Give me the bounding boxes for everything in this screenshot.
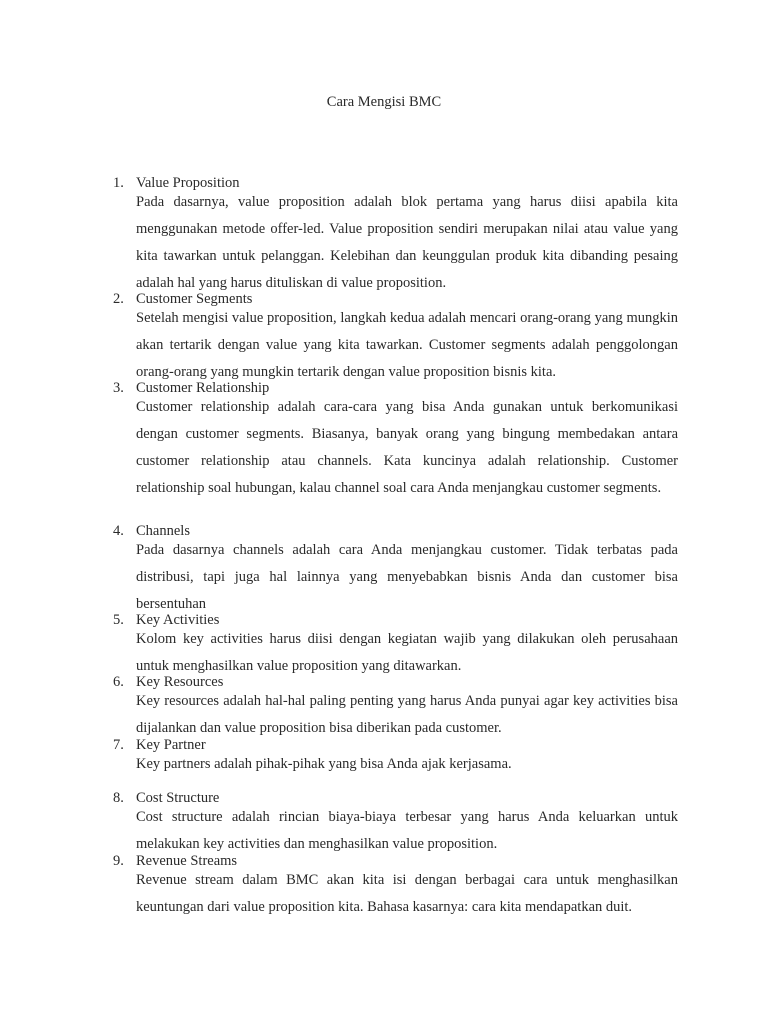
item-number: 9. [113, 853, 124, 869]
item-number: 3. [113, 380, 124, 396]
item-heading: Value Proposition [136, 175, 240, 191]
item-number: 4. [113, 523, 124, 539]
item-number: 1. [113, 175, 124, 191]
item-heading: Revenue Streams [136, 853, 238, 869]
item-text: Key resources adalah hal-hal paling penting yang harus Anda punyai agar key activities bisa dijalankan dan value proposition bisa diberikan pada customer. [136, 693, 678, 736]
item-heading: Key Resources [136, 674, 224, 690]
item-heading: Channels [136, 523, 190, 539]
item-text: Revenue stream dalam BMC akan kita isi dengan berbagai cara untuk menghasilkan keuntungan dari value proposition kita. Bahasa kasarnya: cara kita mendapatkan duit. [136, 872, 678, 915]
item-number: 2. [113, 291, 124, 307]
item-text: Pada dasarnya channels adalah cara Anda menjangkau customer. Tidak terbatas pada distribusi, tapi juga hal lainnya yang menyebabkan bisnis Anda dan customer bisa bersentuhan [136, 542, 678, 612]
item-heading: Key Partner [136, 737, 206, 753]
item-number: 5. [113, 612, 124, 628]
item-text: Kolom key activities harus diisi dengan kegiatan wajib yang dilakukan oleh perusahaan untuk menghasilkan value proposition yang ditawarkan. [136, 631, 678, 674]
item-text: Customer relationship adalah cara-cara yang bisa Anda gunakan untuk berkomunikasi dengan customer segments. Biasanya, banyak orang yang bingung membedakan antara customer relationship atau channels. Kata kuncinya adalah relationship. Customer relationship soal hubungan, kalau channel soal cara Anda menjangkau customer segments. [136, 399, 678, 496]
item-heading: Customer Segments [136, 291, 253, 307]
item-heading: Key Activities [136, 612, 220, 628]
item-number: 7. [113, 737, 124, 753]
item-number: 8. [113, 790, 124, 806]
item-text: Key partners adalah pihak-pihak yang bisa Anda ajak kerjasama. [136, 756, 512, 772]
item-heading: Cost Structure [136, 790, 220, 806]
item-text: Pada dasarnya, value proposition adalah blok pertama yang harus diisi apabila kita menggunakan metode offer-led. Value proposition sendiri merupakan nilai atau value yang kita tawarkan untuk pelanggan. Kelebihan dan keunggulan produk kita dibanding pesaing adalah hal yang harus dituliskan di value proposition. [136, 194, 678, 291]
document-title: Cara Mengisi BMC [326, 94, 442, 110]
item-text: Cost structure adalah rincian biaya-biaya terbesar yang harus Anda keluarkan untuk melakukan key activities dan menghasilkan value proposition. [136, 809, 678, 852]
item-number: 6. [113, 674, 124, 690]
item-heading: Customer Relationship [136, 380, 270, 396]
item-text: Setelah mengisi value proposition, langkah kedua adalah mencari orang-orang yang mungkin akan tertarik dengan value yang kita tawarkan. Customer segments adalah penggolongan orang-orang yang mungkin tertarik dengan value proposition bisnis kita. [136, 310, 678, 380]
